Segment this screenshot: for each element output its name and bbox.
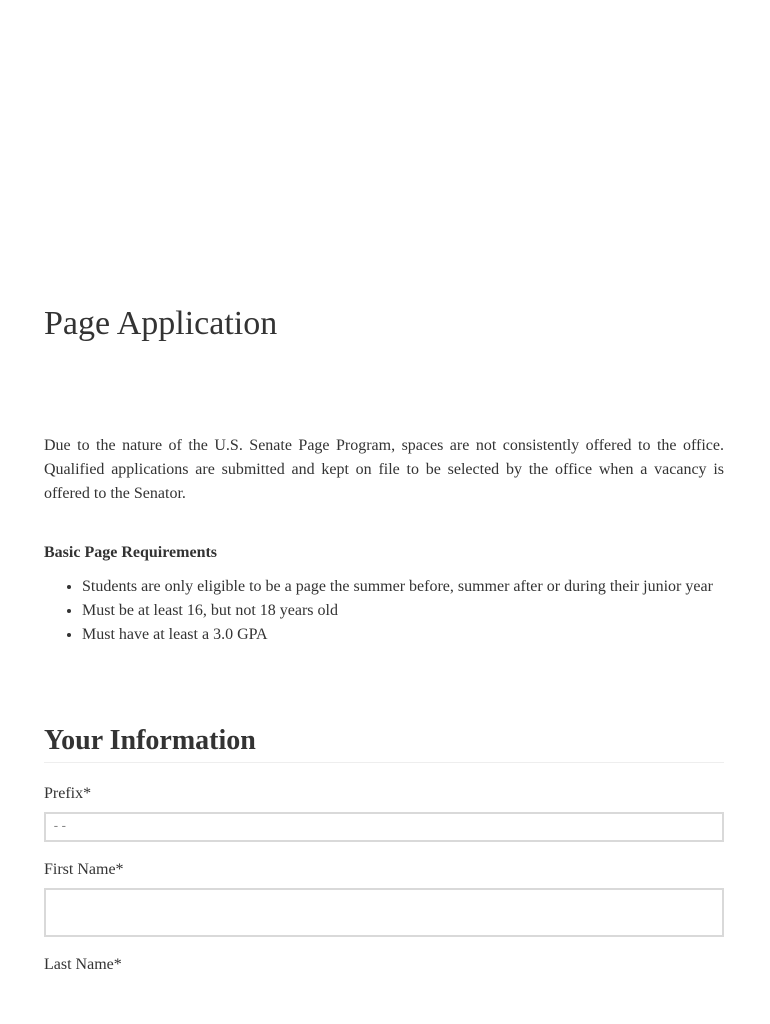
prefix-selected-value: -- [52,819,68,834]
section-title-your-information: Your Information [44,722,724,763]
requirements-list [44,575,724,647]
last-name-label: Last Name* [44,956,122,973]
page-title: Page Application [44,305,278,342]
first-name-label: First Name* [44,861,124,878]
intro-paragraph: Due to the nature of the U.S. Senate Page Program, spaces are not consistently offered to the office. Qualified applications are submitted and kept on file to be selected by the office when a vacancy is offered to the Senator. [44,437,724,502]
prefix-select[interactable] [44,812,724,842]
list-item: • Must have at least a 3.0 GPA [82,623,724,647]
first-name-input[interactable] [44,888,724,937]
list-item: • Must be at least 16, but not 18 years old [82,599,724,623]
requirements-heading: Basic Page Requirements [44,544,218,561]
prefix-label: Prefix* [44,785,92,802]
list-item: • Students are only eligible to be a page the summer before, summer after or during their junior year [82,575,724,599]
